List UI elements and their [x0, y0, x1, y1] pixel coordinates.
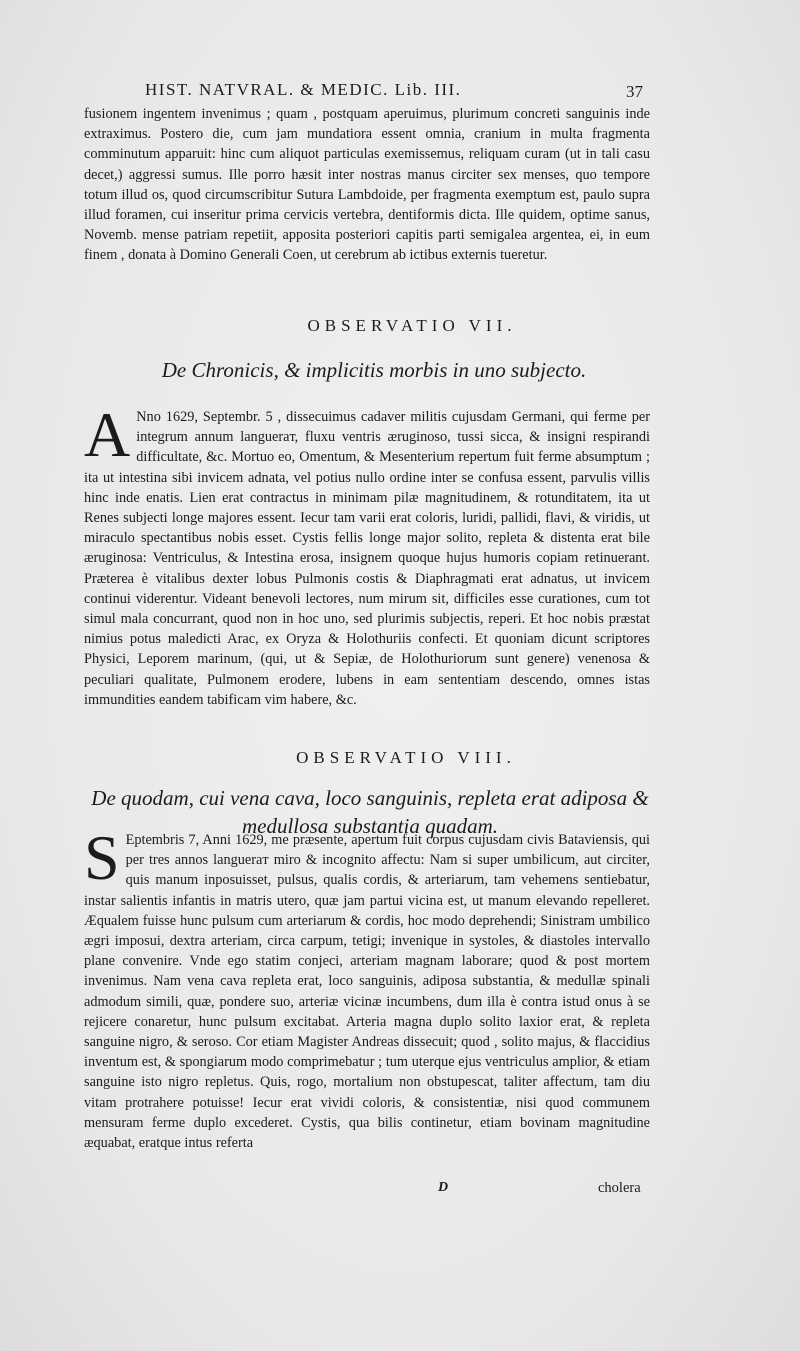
- drop-cap: S: [84, 822, 120, 893]
- catchword: cholera: [598, 1180, 641, 1196]
- observation-text: Nno 1629, Septembr. 5 , dissecuimus cadaver militis cujusdam Germani, qui ferme per integrum annum langueraт, fluxu ventris æruginoso, tussi sicca, & insigni respirandi difficultate, &c. Mortuo eo, Omentum, & Mesenterium repertum fuit ferme absumptum ; ita ut intestina sibi invicem adnata, vel potius nullo ordine inter se confusa essent, parvulis villis hinc inde enatis. Lien erat contractus in minimam pilæ magnitudinem, & rotunditatem, ita ut Renes subjecti longe majores essent. Iecur tam varii erat coloris, luridi, pallidi, flavi, & viridis, ut miraculo spectantibus nobis esset. Cystis fellis longe major solito, repleta & distenta erat bile æruginosa: Ventriculus, & Intestina erosa, insignem quoque hujus humoris copiam retinuerant. Præterea è vitalibus dexter lobus Pulmonis costis & Diaphragmati erat adnatus, ut invicem continui viderentur. Videant benevoli lectores, num mirum sit, difficiles esse curationes, cum tot simul mala concurrant, quod non in hoc uno, sed plurimis subjectis, reperi. Et hoc nobis præstat nimius potus maledicti Arac, ex Oryza & Holothuriis confecti. Et quoniam dicunt scriptores Physici, Leporem marinum, (qui, ut & Sepiæ, de Holothuriorum sunt genere) venenosa & peculiari qualitate, Pulmonem erodere, lubens in eam sententiam descendo, omnes istas immunditіes eandem tabificam vim habere, &c.: [84, 409, 650, 708]
- observation-heading: OBSERVATIO VIII.: [296, 748, 516, 767]
- observation-body: [84, 822, 650, 1153]
- running-head: HIST. NATVRAL. & MEDIC. Lib. III.: [145, 80, 462, 99]
- observation-body: [84, 399, 650, 710]
- observation-heading: OBSERVATIO VII.: [307, 316, 517, 335]
- drop-cap: A: [84, 399, 131, 470]
- observation-text: Eptembris 7, Anni 1629, me præsente, apertum fuit corpus cujusdam civis Bataviensis, qui per tres annos langueraт miro & incognito affectu: Nam si super umbilicum, aut circiter, quis manum inposuisset, pulsus, qualis cordis, & arteriarum, tam vehemens sentiebatur, instar salientis infantis in matris utero, quæ jam partui vicina est, ut manum elevando repelleret. Æqualem fuisse hunc pulsum cum arteriarum & cordis, hoc modo deprehendi; Sinistram umbilico ægri imposui, dextra arteriam, circa carpum, tetigi; invenique in systoles, & diastoles intervallo plane convenire. Vnde ego statim conjeci, arteriam magnam laborare; quod & post mortem invenimus. Nam vena cava repleta erat, loco sanguinis, adiposa substantia, & medullæ spinali admodum simili, quæ, pondere suo, arteriæ vicinæ incumbens, dum illa è contra istud onus à se rejicere conaretur, hunc pulsum excitabat. Arteria magna duplo solito laxior erat, & repleta sanguine nigro, & seroso. Cor etiam Magister Andreas dissecuit; quod , solito majus, & flaccidius inventum est, & spongiarum modo comprimebatur ; tum uterque ejus ventriculus amplior, & etiam sanguine isto nigro repletus. Quis, rogo, mortalium non obstupescat, taliter affectum, tam diu vitam protrahere potuisse! Iecur erat vividi coloris, & consistentiæ, nisi quod communem mensuram ferme duplo excederet. Cystis, qua bilis continetur, etiam bovinam magnitudine æquabat, eratque intus referta: [84, 832, 650, 1152]
- continuation-paragraph: [84, 104, 650, 266]
- continuation-text: fusionem ingentem invenimus ; quam , postquam aperuimus, plurimum concreti sanguinis inde extraximus. Postero die, cum jam mundatiora essent omnia, cranium in multa fragmenta comminutum apparuit: hinc cum aliquot particulas exemissemus, reliquam curam (ut in tali casu decet,) aggressi sumus. Ille porro hæsit inter nostras manus circiter sex menses, quo tempore totum illud os, quod circumscribitur Sutura Lambdoide, per fragmenta exemptum est, paulo supra illud foramen, cui inseritur prima cervicis vertebra, dentiformis dicta. Ille quidem, optime sanus, Novemb. mense patriam repetiit, apposita posteriori capitis parti semigalea argentea, ei, in eum finem , donata à Domino Generali Coen, ut cerebrum ab ictibus externis tueretur.: [84, 106, 650, 264]
- observation-subtitle: De quodam, cui vena cava, loco sanguinis, repleta erat adiposa & medullosa substantia quadam.: [91, 786, 649, 838]
- signature-mark: D: [438, 1180, 449, 1195]
- observation-subtitle: De Chronicis, & implicitis morbis in uno subjecto.: [161, 358, 587, 382]
- page-number: 37: [626, 82, 643, 101]
